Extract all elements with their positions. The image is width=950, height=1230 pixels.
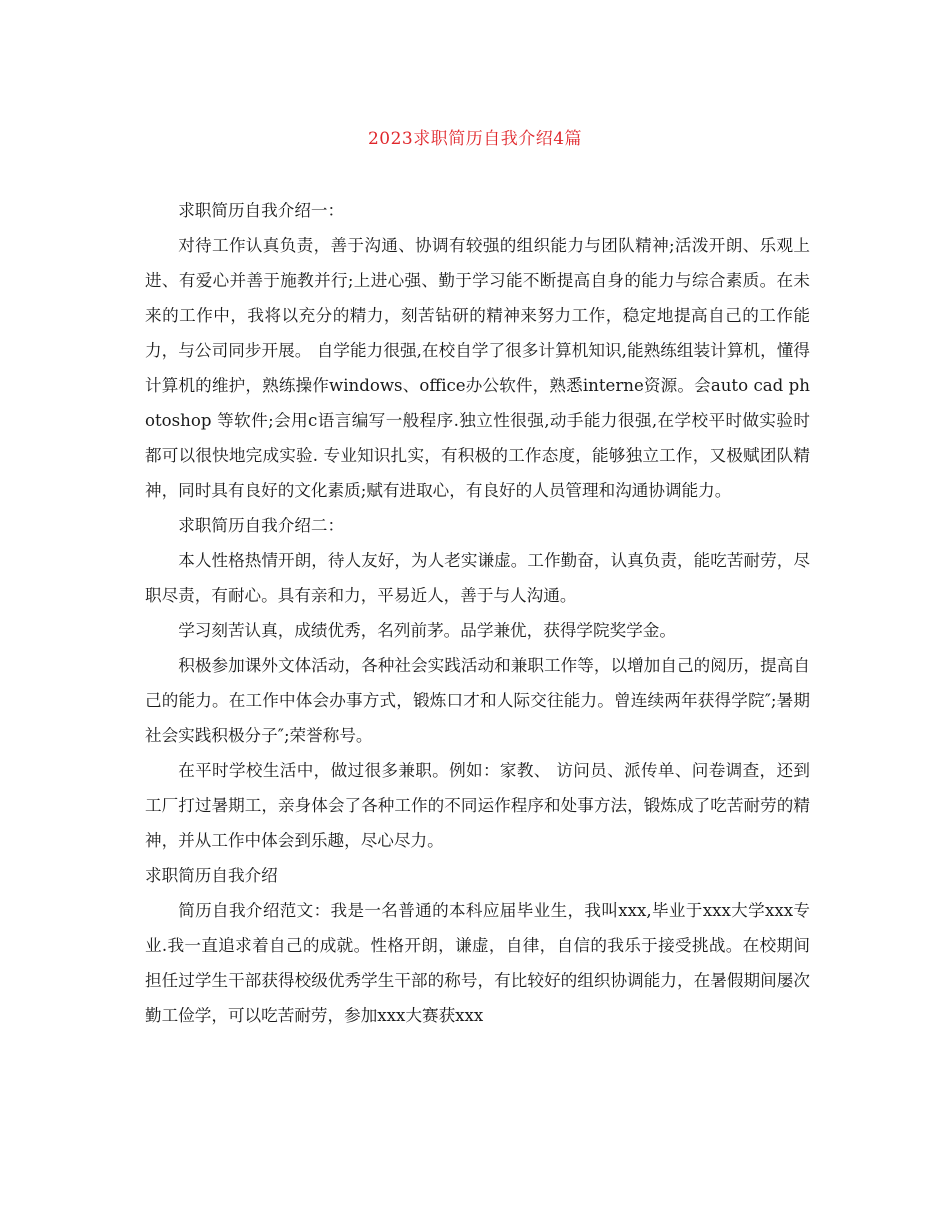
section-heading-1: 求职简历自我介绍一： xyxy=(178,201,345,220)
paragraph-1: 对待工作认真负责，善于沟通、协调有较强的组织能力与团队精神;活泼开朗、乐观上进、有爱心并善于施教并行;上进心强、勤于学习能不断提高自身的能力与综合素质。在未来的工作中，我将以充分的精力，刻苦钻研的精神来努力工作，稳定地提高自己的工作能力，与公司同步开展。 自学能力很强,在校自学了很多计算机知识,能熟练组装计算机，懂得计算机的维护，熟练操作windows、office办公软件，熟悉interne资源。会auto cad photoshop 等软件;会用c语言编写一般程序.独立性很强,动手能力很强,在学校平时做实验时都可以很快地完成实验. 专业知识扎实，有积极的工作态度，能够独立工作，又极赋团队精神，同时具有良好的文化素质;赋有进取心，有良好的人员管理和沟通协调能力。 xyxy=(145,236,810,500)
paragraph-2: 本人性格热情开朗，待人友好，为人老实谦虚。工作勤奋，认真负责，能吃苦耐劳，尽职尽责，有耐心。具有亲和力，平易近人，善于与人沟通。 xyxy=(145,551,810,605)
paragraph-5: 在平时学校生活中，做过很多兼职。例如：家教、 访问员、派传单、问卷调查，还到工厂打过暑期工，亲身体会了各种工作的不同运作程序和处事方法，锻炼成了吃苦耐劳的精神，并从工作中体会到乐趣，尽心尽力。 xyxy=(145,761,810,850)
section-heading-3: 求职简历自我介绍 xyxy=(145,866,278,885)
section-heading-2: 求职简历自我介绍二： xyxy=(178,516,345,535)
paragraph-3: 学习刻苦认真，成绩优秀，名列前茅。品学兼优，获得学院奖学金。 xyxy=(178,621,676,640)
document-body xyxy=(145,193,810,1033)
paragraph-6: 简历自我介绍范文：我是一名普通的本科应届毕业生，我叫xxx,毕业于xxx大学xxx专业.我一直追求着自己的成就。性格开朗，谦虚，自律，自信的我乐于接受挑战。在校期间担任过学生干部获得校级优秀学生干部的称号，有比较好的组织协调能力，在暑假期间屡次勤工俭学，可以吃苦耐劳，参加xxx大赛获xxx xyxy=(145,901,810,1025)
paragraph-4: 积极参加课外文体活动，各种社会实践活动和兼职工作等，以增加自己的阅历，提高自己的能力。在工作中体会办事方式，锻炼口才和人际交往能力。曾连续两年获得学院″;暑期社会实践积极分子″;荣誉称号。 xyxy=(145,656,810,745)
document-title: 2023求职简历自我介绍4篇 xyxy=(367,129,583,149)
